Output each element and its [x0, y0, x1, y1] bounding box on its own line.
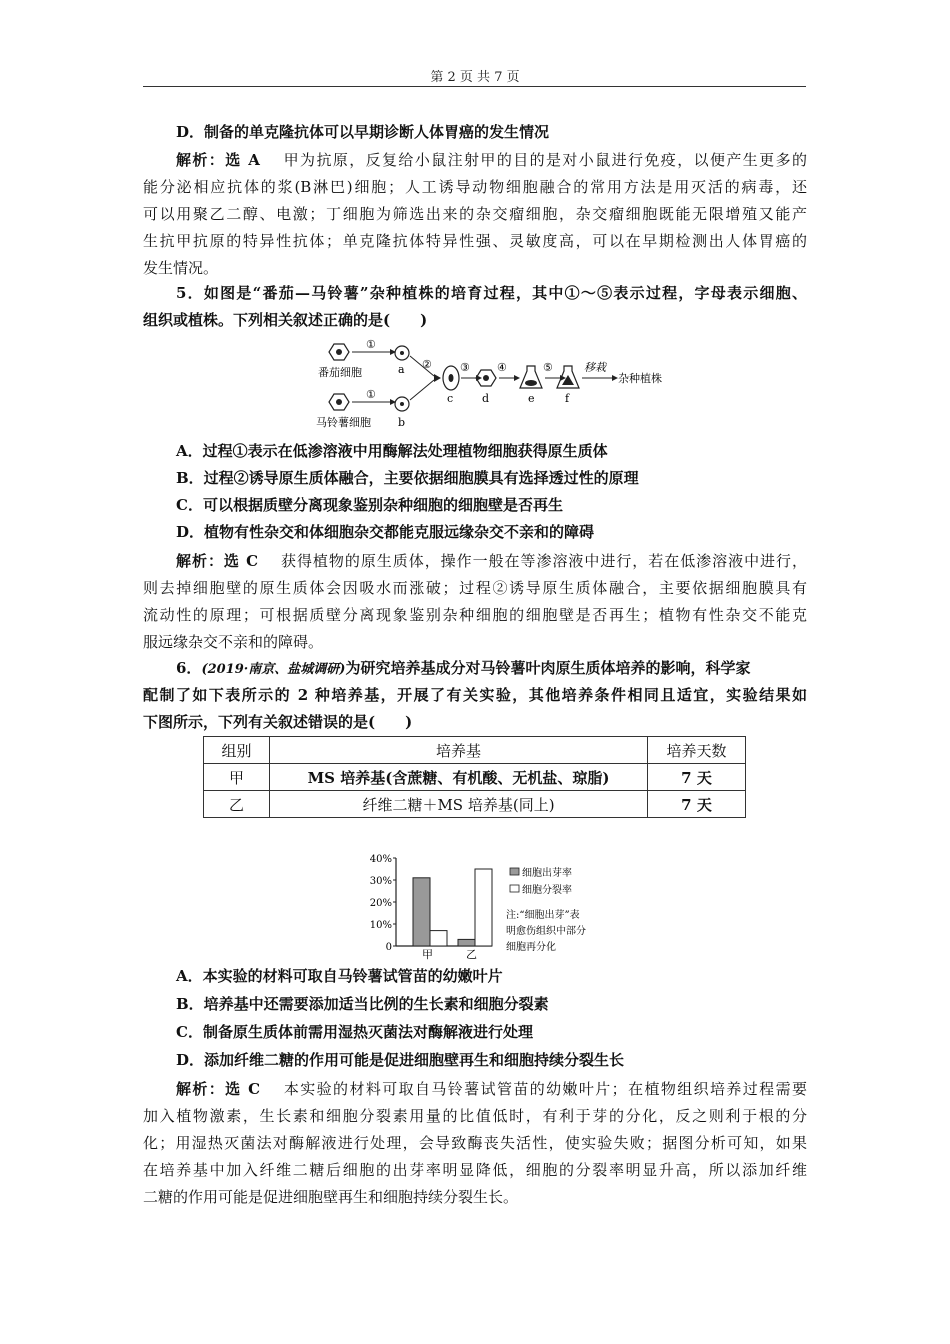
bar-division-1	[475, 869, 492, 946]
chart-note: 细胞再分化	[506, 942, 556, 953]
tomato-cell-icon	[329, 344, 349, 360]
q6-stem-text: 为研究培养基成分对马铃薯叶肉原生质体培养的影响，科学家	[345, 659, 751, 677]
letter-a: a	[398, 363, 405, 376]
y-tick-label: 0	[385, 942, 392, 953]
bar-sprout-1	[458, 939, 475, 946]
bar-sprout-0	[413, 878, 430, 946]
step-1-bottom: ①	[366, 388, 376, 401]
page-header: 第 2 页 共 7 页	[430, 70, 520, 85]
q6-option-b: B．培养基中还需要添加适当比例的生长素和细胞分裂素	[176, 995, 549, 1013]
q5-stem-line: 5．如图是“番茄—马铃薯”杂种植株的培育过程，其中①～⑤表示过程，字母表示细胞、	[176, 284, 807, 302]
q4-analysis-line: 发生情况。	[143, 259, 219, 277]
letter-b: b	[398, 416, 406, 429]
y-tick-label: 10%	[369, 920, 392, 931]
tomato-cell-label: 番茄细胞	[318, 366, 362, 379]
y-tick-label: 40%	[369, 854, 392, 865]
analysis-text: 本实验的材料可取自马铃薯试管苗的幼嫩叶片；在植物组织培养过程需要	[283, 1080, 807, 1098]
q6-stem-line: 下图所示，下列有关叙述错误的是( )	[143, 713, 413, 731]
flask-e-icon	[520, 366, 542, 388]
table-cell: 纤维二糖＋MS 培养基(同上)	[270, 791, 648, 818]
table-cell: 7 天	[648, 791, 746, 818]
table-header-cell: 组别	[204, 737, 270, 764]
letter-e: e	[528, 392, 535, 405]
header-rule	[143, 86, 806, 87]
x-tick-label: 乙	[466, 948, 477, 960]
bar-division-0	[430, 931, 447, 946]
q4-analysis-line: 可以用聚乙二醇、电激；丁细胞为筛选出来的杂交瘤细胞，杂交瘤细胞既能无限增殖又能产	[143, 205, 807, 223]
q6-analysis-line: 加入植物激素，生长素和细胞分裂素用量的比值低时，有利于芽的分化，反之则利于根的分	[143, 1107, 807, 1125]
table-cell: MS 培养基(含蔗糖、有机酸、无机盐、琼脂)	[270, 764, 648, 791]
potato-cell-icon	[329, 394, 349, 410]
table-cell: 甲	[204, 764, 270, 791]
q6-number: 6．	[176, 659, 202, 677]
analysis-text: 获得植物的原生质体，操作一般在等渗溶液中进行，若在低渗溶液中进行，	[280, 552, 807, 570]
q4-analysis-line: 能分泌相应抗体的浆(B淋巴)细胞；人工诱导动物细胞融合的常用方法是用灭活的病毒，还	[143, 178, 807, 196]
q5-analysis-line: 流动性的原理；可根据质壁分离现象鉴别杂种细胞的细胞壁是否再生；植物有性杂交不能克	[143, 606, 807, 624]
q6-stem-line: 配制了如下表所示的 2 种培养基，开展了有关实验，其他培养条件相同且适宜，实验结果如	[143, 686, 807, 704]
q4-option-d: D．制备的单克隆抗体可以早期诊断人体胃癌的发生情况	[176, 123, 550, 141]
q5-analysis-line: 服远缘杂交不亲和的障碍。	[143, 633, 324, 651]
bar-chart	[360, 848, 630, 960]
q6-stem-line	[176, 655, 807, 683]
q5-analysis-line	[176, 548, 807, 574]
y-tick-label: 20%	[369, 898, 392, 909]
letter-d: d	[482, 392, 490, 405]
table-cell: 7 天	[648, 764, 746, 791]
hybrid-plant-label: 杂种植株	[618, 372, 662, 385]
step-4: ④	[497, 361, 507, 374]
letter-f: f	[565, 392, 570, 405]
step-1-top: ①	[366, 338, 376, 351]
q6-option-d: D．添加纤维二糖的作用可能是促进细胞壁再生和细胞持续分裂生长	[176, 1051, 625, 1069]
q6-option-a: A．本实验的材料可取自马铃薯试管苗的幼嫩叶片	[176, 967, 503, 985]
q6-analysis-line: 在培养基中加入纤维二糖后细胞的出芽率明显降低，细胞的分裂率明显升高，所以添加纤维	[143, 1161, 807, 1179]
chart-note: 明愈伤组织中部分	[506, 926, 586, 937]
x-tick-label: 甲	[422, 948, 433, 960]
y-tick-label: 30%	[369, 876, 392, 887]
q5-analysis-line: 则去掉细胞壁的原生质体会因吸水而涨破；过程②诱导原生质体融合，主要依据细胞膜具有	[143, 579, 807, 597]
q5-option-b: B．过程②诱导原生质体融合，主要依据细胞膜具有选择透过性的原理	[176, 469, 639, 487]
q6-analysis-line: 二糖的作用可能是促进细胞壁再生和细胞持续分裂生长。	[143, 1188, 519, 1206]
step-2: ②	[422, 358, 432, 371]
hybrid-plant-diagram	[316, 338, 676, 434]
q5-option-d: D．植物有性杂交和体细胞杂交都能克服远缘杂交不亲和的障碍	[176, 523, 595, 541]
q6-analysis-line: 化；用湿热灭菌法对酶解液进行处理，会导致酶丧失活性，使实验失败；据图分析可知，如果	[143, 1134, 807, 1152]
q5-option-c: C．可以根据质壁分离现象鉴别杂种细胞的细胞壁是否再生	[176, 496, 563, 514]
analysis-text: 甲为抗原，反复给小鼠注射甲的目的是对小鼠进行免疫，以便产生更多的	[283, 151, 807, 169]
table-header-cell: 培养基	[270, 737, 648, 764]
q5-option-a: A．过程①表示在低渗溶液中用酶解法处理植物细胞获得原生质体	[176, 442, 608, 460]
medium-table	[203, 736, 746, 818]
legend-swatch-sprout	[510, 868, 519, 875]
letter-c: c	[447, 392, 454, 405]
q6-analysis-line	[176, 1076, 807, 1102]
step-3: ③	[460, 361, 470, 374]
legend-label: 细胞出芽率	[522, 868, 572, 879]
potato-cell-label: 马铃薯细胞	[316, 416, 371, 429]
q6-source: (2019·南京、盐城调研)	[201, 662, 346, 677]
q5-stem-line: 组织或植株。下列相关叙述正确的是( )	[143, 311, 428, 329]
transplant-label: 移栽	[584, 361, 606, 374]
step-5: ⑤	[543, 361, 553, 374]
legend-label: 细胞分裂率	[522, 885, 572, 896]
table-header-cell: 培养天数	[648, 737, 746, 764]
table-header-row	[204, 737, 746, 764]
q4-analysis-line	[176, 147, 807, 173]
analysis-label: 解析：选 C	[176, 552, 259, 570]
analysis-label: 解析：选 C	[176, 1080, 261, 1098]
analysis-label: 解析：选 A	[176, 151, 260, 169]
q4-analysis-line: 生抗甲抗原的特异性抗体；单克隆抗体特异性强、灵敏度高，可以在早期检测出人体胃癌的	[143, 232, 807, 250]
table-row	[204, 791, 746, 818]
chart-note: 注:“细胞出芽”表	[506, 910, 580, 921]
legend-swatch-division	[510, 885, 519, 892]
table-cell: 乙	[204, 791, 270, 818]
q6-option-c: C．制备原生质体前需用湿热灭菌法对酶解液进行处理	[176, 1023, 533, 1041]
table-row	[204, 764, 746, 791]
